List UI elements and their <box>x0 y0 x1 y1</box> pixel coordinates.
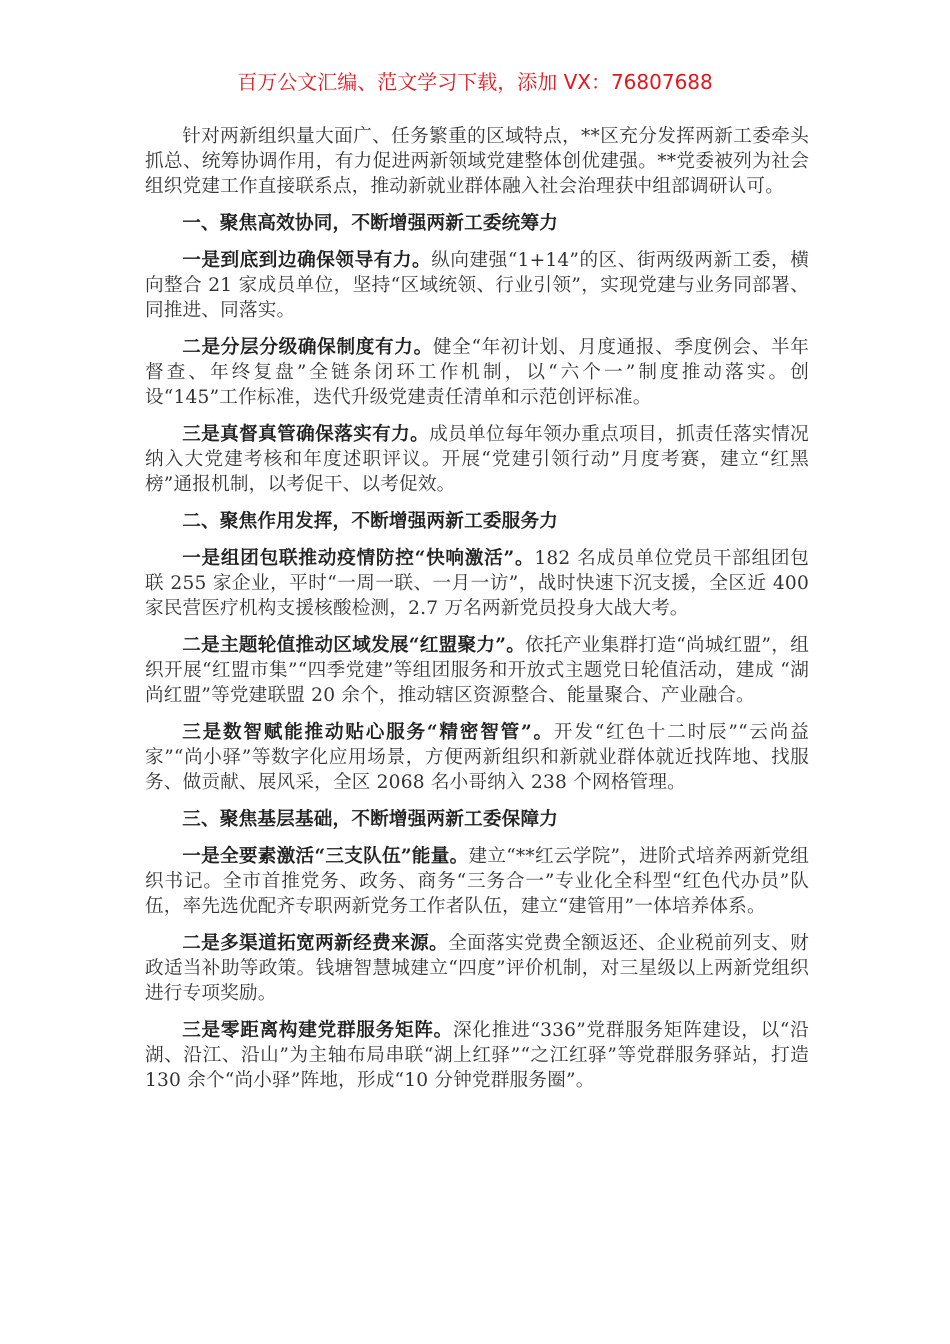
paragraph-body: 深化推进“336”党群服务矩阵建设，以“沿湖、沿江、沿山”为主轴布局串联“湖上红驿”“之江红驿”等党群服务驿站，打造 130 余个“尚小驿”阵地，形成“10 分钟党群服务圈”。 <box>145 1019 809 1091</box>
paragraph <box>145 1019 809 1093</box>
paragraph <box>145 336 809 410</box>
paragraph-lead: 二是主题轮值推动区域发展“红盟聚力”。 <box>182 635 526 657</box>
paragraph-body: 纵向建强“1+14”的区、街两级两新工委，横向整合 21 家成员单位，坚持“区域统领、行业引领”，实现党建与业务同部署、同推进、同落实。 <box>145 250 809 321</box>
intro-paragraph: 针对两新组织量大面广、任务繁重的区域特点，**区充分发挥两新工委牵头抓总、统筹协调作用，有力促进两新领域党建整体创优建强。**党委被列为社会组织党建工作直接联系点，推动新就业群体融入社会治理获中组部调研认可。 <box>145 126 809 197</box>
paragraph-lead: 一是组团包联推动疫情防控“快响激活”。 <box>182 548 535 570</box>
section-heading: 二、聚焦作用发挥，不断增强两新工委服务力 <box>182 510 559 532</box>
paragraph-lead: 二是多渠道拓宽两新经费来源。 <box>182 933 449 955</box>
paragraph-body: 成员单位每年领办重点项目，抓责任落实情况纳入大党建考核和年度述职评议。开展“党建引领行动”月度考赛，建立“红黑榜”通报机制，以考促干、以考促效。 <box>145 423 809 495</box>
paragraph-lead: 三是真督真管确保落实有力。 <box>182 423 430 445</box>
document-body <box>145 125 809 1106</box>
paragraph-body: 全面落实党费全额返还、企业税前列支、财政适当补助等政策。钱塘智慧城建立“四度”评价机制，对三星级以上两新党组织进行专项奖励。 <box>145 933 809 1004</box>
paragraph-lead: 三是数智赋能推动贴心服务“精密智管”。 <box>182 721 554 743</box>
paragraph-body: 建立“**红云学院”，进阶式培养两新党组织书记。全市首推党务、政务、商务“三务合一”专业化全科型“红色代办员”队伍，率先选优配齐专职两新党务工作者队伍，建立“建管用”一体培养体系。 <box>145 846 809 917</box>
paragraph-lead: 二是分层分级确保制度有力。 <box>182 337 433 359</box>
download-banner: 百万公文汇编、范文学习下载，添加 VX：76807688 <box>237 70 713 94</box>
paragraph <box>145 845 809 919</box>
paragraph <box>145 634 809 708</box>
paragraph <box>145 423 809 497</box>
paragraph-body: 依托产业集群打造“尚城红盟”，组织开展“红盟市集”“四季党建”等组团服务和开放式主题党日轮值活动，建成 “湖尚红盟”等党建联盟 20 余个，推动辖区资源整合、能量聚合、产业融合。 <box>145 635 809 706</box>
paragraph-lead: 一是到底到边确保领导有力。 <box>182 250 432 272</box>
paragraph-body: 健全“年初计划、月度通报、季度例会、半年督查、年终复盘”全链条闭环工作机制，以“六个一”制度推动落实。创设“145”工作标准，迭代升级党建责任清单和示范创评标准。 <box>145 337 809 408</box>
paragraph-lead: 三是零距离构建党群服务矩阵。 <box>182 1019 454 1041</box>
paragraph-lead: 一是全要素激活“三支队伍”能量。 <box>182 846 469 868</box>
section-heading: 三、聚焦基层基础，不断增强两新工委保障力 <box>182 808 559 830</box>
section-heading: 一、聚焦高效协同，不断增强两新工委统筹力 <box>182 212 559 234</box>
paragraph <box>145 721 809 795</box>
paragraph-body: 182 名成员单位党员干部组团包联 255 家企业，平时“一周一联、一月一访”，战时快速下沉支援，全区近 400 家民营医疗机构支援核酸检测，2.7 万名两新党员投身大战大考。 <box>145 548 809 619</box>
paragraph <box>145 249 809 323</box>
paragraph <box>145 547 809 621</box>
paragraph-body: 开发“红色十二时辰”“云尚益家”“尚小驿”等数字化应用场景，方便两新组织和新就业群体就近找阵地、找服务、做贡献、展风采，全区 2068 名小哥纳入 238 个网格管理。 <box>145 721 809 793</box>
paragraph <box>145 932 809 1006</box>
